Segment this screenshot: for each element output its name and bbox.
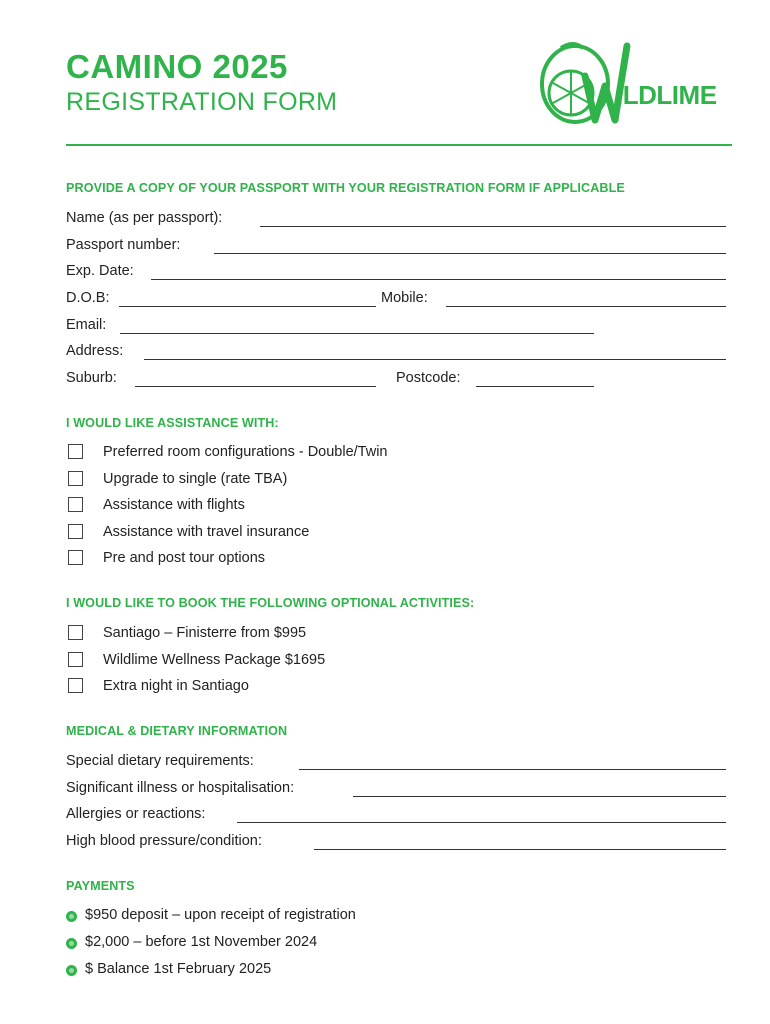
assistance-option-label: Assistance with travel insurance <box>103 524 310 540</box>
passport-heading: PROVIDE A COPY OF YOUR PASSPORT WITH YOUR REGISTRATION FORM IF APPLICABLE <box>66 181 625 195</box>
address-label: Address: <box>66 343 124 359</box>
email-label: Email: <box>66 317 107 333</box>
activity-option-label: Santiago – Finisterre from $995 <box>103 625 307 641</box>
bullet-icon <box>66 911 77 922</box>
medical-heading: MEDICAL & DIETARY INFORMATION <box>66 724 288 738</box>
exp-date-field[interactable] <box>66 263 726 283</box>
payment-label: $950 deposit – upon receipt of registration <box>85 907 356 923</box>
passport-number-field[interactable] <box>66 237 726 257</box>
assistance-heading: I WOULD LIKE ASSISTANCE WITH: <box>66 416 279 430</box>
payments-heading: PAYMENTS <box>66 879 135 893</box>
payment-label: $2,000 – before 1st November 2024 <box>85 934 318 950</box>
illness-label: Significant illness or hospitalisation: <box>66 780 295 796</box>
allergies-label: Allergies or reactions: <box>66 806 206 822</box>
dietary-line[interactable] <box>299 769 726 770</box>
payment-label: $ Balance 1st February 2025 <box>85 961 272 977</box>
checkbox[interactable] <box>68 625 83 640</box>
email-line[interactable] <box>120 333 594 334</box>
form-subtitle: REGISTRATION FORM <box>66 88 338 116</box>
mobile-line[interactable] <box>446 306 726 307</box>
exp-date-line[interactable] <box>151 279 726 280</box>
suburb-label: Suburb: <box>66 370 117 386</box>
suburb-field[interactable] <box>66 370 378 390</box>
activity-option-label: Wildlime Wellness Package $1695 <box>103 652 326 668</box>
illness-field[interactable] <box>66 780 726 800</box>
checkbox[interactable] <box>68 652 83 667</box>
address-line[interactable] <box>144 359 726 360</box>
assistance-option-label: Preferred room configurations - Double/Twin <box>103 444 388 460</box>
activity-option-label: Extra night in Santiago <box>103 678 249 694</box>
checkbox[interactable] <box>68 550 83 565</box>
assistance-option-label: Upgrade to single (rate TBA) <box>103 471 288 487</box>
assistance-option-label: Assistance with flights <box>103 497 245 513</box>
header-divider <box>66 144 732 146</box>
bullet-icon <box>66 938 77 949</box>
assistance-option-label: Pre and post tour options <box>103 550 266 566</box>
suburb-line[interactable] <box>135 386 376 387</box>
illness-line[interactable] <box>353 796 726 797</box>
blood-pressure-line[interactable] <box>314 849 726 850</box>
exp-date-label: Exp. Date: <box>66 263 134 279</box>
name-line[interactable] <box>260 226 726 227</box>
postcode-line[interactable] <box>476 386 594 387</box>
passport-number-line[interactable] <box>214 253 726 254</box>
form-title: CAMINO 2025 <box>66 48 288 85</box>
blood-pressure-field[interactable] <box>66 833 726 853</box>
address-field[interactable] <box>66 343 726 363</box>
email-field[interactable] <box>66 317 594 337</box>
checkbox[interactable] <box>68 497 83 512</box>
checkbox[interactable] <box>68 444 83 459</box>
dob-label: D.O.B: <box>66 290 110 306</box>
passport-number-label: Passport number: <box>66 237 181 253</box>
logo-wordmark: ILDLIME <box>616 80 717 110</box>
blood-pressure-label: High blood pressure/condition: <box>66 833 262 849</box>
postcode-label: Postcode: <box>396 370 461 386</box>
checkbox[interactable] <box>68 471 83 486</box>
dietary-label: Special dietary requirements: <box>66 753 254 769</box>
dob-field[interactable] <box>66 290 378 310</box>
checkbox[interactable] <box>68 678 83 693</box>
postcode-field[interactable] <box>396 370 594 390</box>
dob-line[interactable] <box>119 306 376 307</box>
name-field[interactable] <box>66 210 726 230</box>
checkbox[interactable] <box>68 524 83 539</box>
dietary-field[interactable] <box>66 753 726 773</box>
mobile-field[interactable] <box>381 290 726 310</box>
bullet-icon <box>66 965 77 976</box>
name-label: Name (as per passport): <box>66 210 223 226</box>
allergies-field[interactable] <box>66 806 726 826</box>
allergies-line[interactable] <box>237 822 726 823</box>
activities-heading: I WOULD LIKE TO BOOK THE FOLLOWING OPTIONAL ACTIVITIES: <box>66 596 475 610</box>
mobile-label: Mobile: <box>381 290 428 306</box>
